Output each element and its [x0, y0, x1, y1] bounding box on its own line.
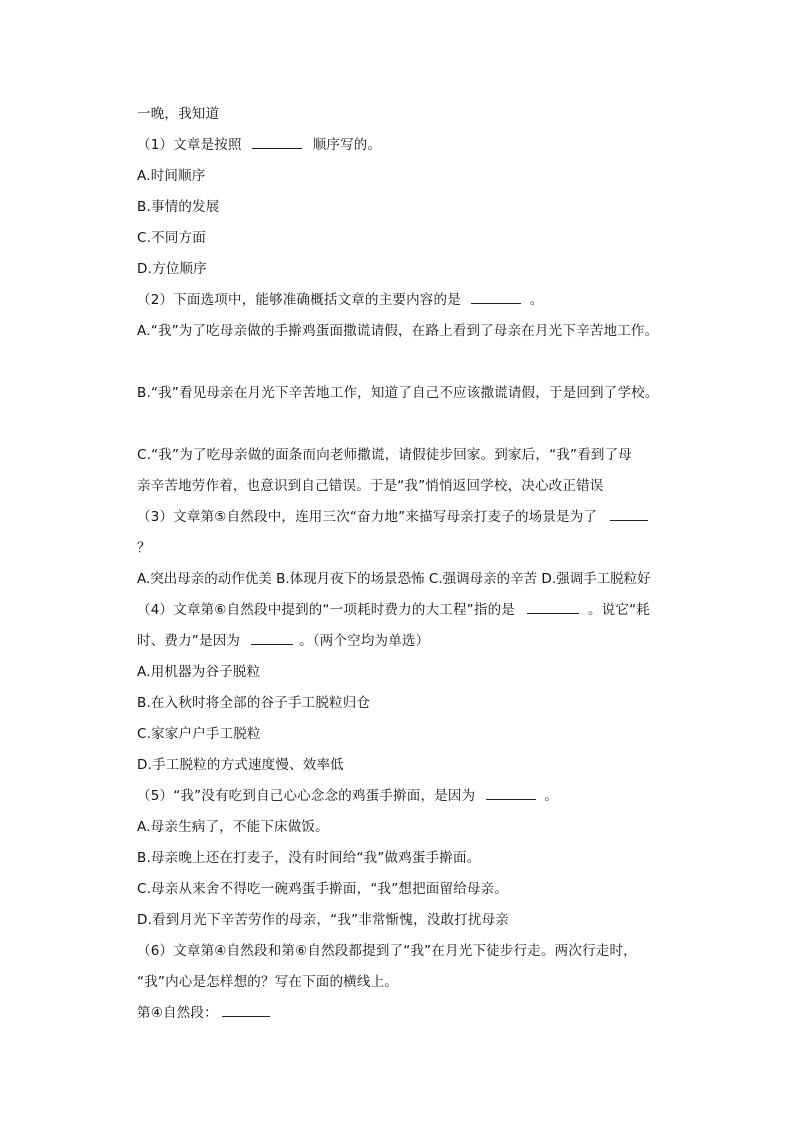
option-d: D.手工脱粒的方式速度慢、效率低: [137, 757, 344, 773]
question-text: 。: [544, 788, 558, 804]
answer-blank[interactable]: [251, 631, 293, 645]
option-a: A.“我”为了吃母亲做的手擀鸡蛋面撒谎请假，在路上看到了母亲在月光下辛苦地工作。: [137, 323, 659, 339]
question-3-end: ？: [137, 540, 151, 556]
option-a: A.时间顺序: [137, 168, 206, 184]
question-6-line1: （6）文章第④自然段和第⑥自然段都提到了“我”在月光下徒步行走。两次行走时，: [137, 943, 637, 959]
answer-blank[interactable]: [252, 135, 302, 149]
question-text: 。（两个空均为单选）: [299, 633, 430, 649]
question-text: 。说它“耗: [587, 602, 650, 618]
question-text: （3）文章第⑤自然段中，连用三次“奋力地”来描写母亲打麦子的场景是为了: [137, 509, 598, 525]
answer-blank[interactable]: [610, 507, 648, 521]
option-b: B.“我”看见母亲在月光下辛苦地工作，知道了自己不应该撒谎请假，于是回到了学校。: [137, 385, 659, 401]
question-1: [137, 135, 381, 155]
option-a: A.母亲生病了，不能下床做饭。: [137, 819, 329, 835]
question-text: （1）文章是按照: [137, 137, 242, 153]
question-text: （4）文章第⑥自然段中提到的“一项耗时费力的大工程”指的是: [137, 602, 515, 618]
question-6-line3: [137, 1003, 270, 1023]
answer-blank[interactable]: [471, 290, 521, 304]
answer-blank[interactable]: [486, 786, 536, 800]
option-b: B.在入秋时将全部的谷子手工脱粒归仓: [137, 695, 371, 711]
question-4-line2: [137, 631, 429, 651]
question-3-options: A.突出母亲的动作优美 B.体现月夜下的场景恐怖 C.强调母亲的辛苦 D.强调手工脱粒好: [137, 571, 651, 587]
question-2: [137, 290, 544, 310]
option-a: A.用机器为谷子脱粒: [137, 664, 261, 680]
question-text: 第④自然段：: [137, 1005, 218, 1021]
option-c: C.不同方面: [137, 230, 206, 246]
option-b: B.事情的发展: [137, 199, 220, 215]
question-text: （5）“我”没有吃到自己心心念念的鸡蛋手擀面，是因为: [137, 788, 476, 804]
question-3: [137, 507, 648, 527]
option-d: D.看到月光下辛苦劳作的母亲，“我”非常惭愧，没敢打扰母亲: [137, 912, 509, 928]
option-b: B.母亲晚上还在打麦子，没有时间给“我”做鸡蛋手擀面。: [137, 850, 481, 866]
option-d: D.方位顺序: [137, 261, 207, 277]
option-c-line1: C.“我”为了吃母亲做的面条而向老师撒谎，请假徒步回家。到家后，“我”看到了母: [137, 447, 632, 463]
answer-blank[interactable]: [222, 1003, 270, 1017]
option-c-line2: 亲辛苦地劳作着，也意识到自己错误。于是“我”悄悄返回学校，决心改正错误: [137, 478, 604, 494]
question-5: [137, 786, 558, 806]
question-text: （2）下面选项中，能够准确概括文章的主要内容的是: [137, 292, 461, 308]
question-text: 时、费力”是因为: [137, 633, 241, 649]
option-c: C.母亲从来舍不得吃一碗鸡蛋手擀面，“我”想把面留给母亲。: [137, 881, 509, 897]
question-4-line1: [137, 600, 650, 620]
question-6-line2: “我”内心是怎样想的？写在下面的横线上。: [137, 974, 398, 990]
option-c: C.家家户户手工脱粒: [137, 726, 261, 742]
answer-blank[interactable]: [527, 600, 579, 614]
question-text: 。: [529, 292, 544, 308]
question-text: 顺序写的。: [312, 137, 382, 153]
text-line: 一晚，我知道: [137, 106, 220, 122]
